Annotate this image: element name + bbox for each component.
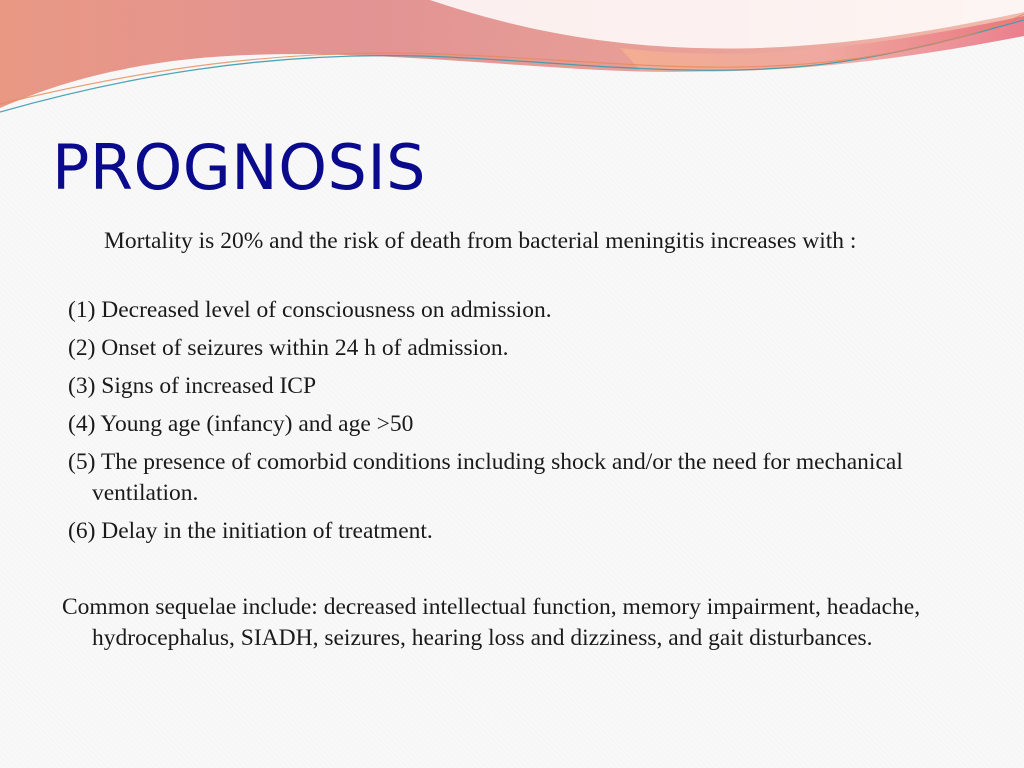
slide-title: PROGNOSIS xyxy=(52,131,426,204)
list-item: (6) Delay in the initiation of treatment. xyxy=(68,518,433,544)
list-item: (4) Young age (infancy) and age >50 xyxy=(68,411,414,437)
list-item: (5) The presence of comorbid conditions including shock and/or the need for mechanical ventilation. xyxy=(68,449,903,506)
list-item: (1) Decreased level of consciousness on admission. xyxy=(68,297,552,323)
intro-text: Mortality is 20% and the risk of death from bacterial meningitis increases with : xyxy=(104,228,857,254)
list-item: (2) Onset of seizures within 24 h of admission. xyxy=(68,335,509,361)
list-item: (3) Signs of increased ICP xyxy=(68,373,317,399)
sequelae-text: Common sequelae include: decreased intellectual function, memory impairment, headache, hydrocephalus, SIADH, seizures, hearing loss and dizziness, and gait disturbances. xyxy=(62,594,921,651)
header-wave-decoration xyxy=(0,0,1024,130)
